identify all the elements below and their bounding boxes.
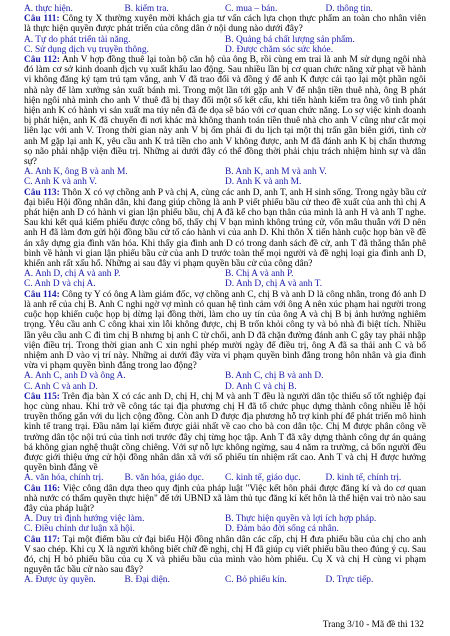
question-text: Công ty X thường xuyên mời khách gia tư vấn cách lựa chọn thực phẩm an toàn cho nhân viên là thực hiện quyền được phát triển của công dân ở nội dung nào dưới đây? — [24, 14, 427, 35]
option: A. Tự do phát triển tài năng. — [24, 34, 131, 45]
options-row — [24, 279, 426, 289]
question-block — [24, 535, 426, 586]
question-stem — [24, 55, 426, 167]
options-row — [24, 382, 426, 392]
options-row — [24, 524, 426, 534]
option: D. Anh K và anh M. — [225, 177, 302, 188]
question-number: Câu 116: — [24, 483, 61, 494]
options-row — [24, 514, 426, 524]
option: D. Đảm bảo đời sống cá nhân. — [225, 524, 339, 535]
option: C. mua – bán. — [225, 4, 278, 14]
question-text: Việc công dân dựa theo quy định của pháp luật "Việc kết hôn phải được đăng kí và do cơ quan nhà nước có thẩm quyền thực hiện" để tới UBND xã làm thủ tục đăng kí kết hôn là thể hiện vai trò nào sau đây của pháp luật? — [24, 483, 426, 514]
option: C. Sử dụng dịch vụ truyền thông. — [24, 44, 149, 55]
option: C. Anh K và anh V. — [24, 177, 97, 188]
option: A. Anh D, chị A và anh P. — [24, 269, 121, 280]
option: C. Anh D và chị A. — [24, 279, 96, 290]
option: A. văn hóa, chính trị. — [24, 473, 104, 484]
options-row — [24, 45, 426, 55]
question-block — [24, 392, 426, 484]
option: A. Anh K, ông B và anh M. — [24, 167, 128, 178]
option: B. Chị A và anh P. — [225, 269, 294, 280]
option: D. Trực tiếp. — [325, 575, 374, 586]
question-stem — [24, 392, 426, 474]
options-row — [24, 473, 426, 483]
option: B. Quảng bá chất lượng sản phẩm. — [225, 34, 355, 45]
options-row — [24, 575, 426, 585]
question-number: Câu 113: — [24, 187, 60, 198]
option: C. kinh tế, giáo dục. — [225, 473, 301, 484]
question-stem — [24, 484, 426, 515]
question-text: Anh V hợp đồng thuê lại toàn bộ căn hộ của ông B, rồi cùng em trai là anh M sử dụng ngôi nhà đó làm cơ sở kinh doanh dịch vụ xuất khẩu lao động. Sau nhiều lần bị cơ quan chức năng xử phạt về hành vi không đăng ký tạm trú tạm vắng, anh V đã trao đổi và đồng ý để anh K được cải tạo lại một phần ngôi nhà này để làm xưởng sản xuất bánh mì. Trong một lần tới gặp anh V để nhận tiền thuê nhà, ông B phát hiện ngôi nhà mình cho anh V thuê đã bị thay đổi một số kết cấu, khi tiến hành kiểm tra ông vô tình phát hiện anh K có hành vi sản xuất ma túy nên đã đe dọa sẽ báo với cơ quan chức năng. Lo sợ việc kinh doanh bị phát hiện, anh K đã chuyển đi nơi khác mà không thanh toán tiền thuê nhà cho anh V cũng như cắt mọi liên lạc với anh V. Trong thời gian này anh V bị ốm phải đi du lịch tại một thị trấn gần biên giới, tình cờ anh M gặp lại anh K, yêu cầu anh K trả tiền cho anh V không được, anh M đã đánh anh K bị chấn thương sọ não phải nhập viện điều trị. Những ai dưới đây có thể đồng thời phải chịu trách nhiệm hình sự và dân sự? — [24, 55, 426, 168]
option: B. văn hóa, giáo dục. — [124, 473, 204, 484]
question-number: Câu 112: — [24, 55, 60, 66]
question-text: Trên địa bàn X có các anh D, chị H, chị M và anh T đều là người dân tộc thiểu số tốt nghiệp đại học cùng nhau. Khi trở về công tác tại địa phương chị H đã tổ chức phục dựng thành công nhiều lễ hội truyền thống gắn với du lịch cộng đồng. Còn anh D được địa phương hỗ trợ kinh phí để phát triển mô hình kinh tế trang trại. Đầu năm lại kiếm được giải nhất về cao cho bà con dân tộc. Chị M được phân công về trường dân tộc nội trú của tỉnh nơi trước đây chị từng học tập. Anh T đã xây dựng thành công dự án quảng bá không gian nghệ thuật cồng chiêng. Với sự nỗ lực không ngừng, sau 4 năm ra trường, cả bốn người đều được giới thiệu ứng cử hội đồng nhân dân xã với số phiếu tín nhiệm rất cao. Anh T và chị H được hưởng quyền bình đẳng về — [24, 391, 426, 474]
question-block — [24, 484, 426, 535]
options-row — [24, 35, 426, 45]
option: C. Bỏ phiếu kín. — [225, 575, 287, 586]
question-block — [24, 188, 426, 290]
question-stem — [24, 188, 426, 270]
options-row — [24, 371, 426, 381]
option: D. thông tin. — [325, 4, 373, 14]
option: A. Duy trì định hướng việc làm. — [24, 514, 145, 525]
options-row — [24, 269, 426, 279]
question-block — [24, 290, 426, 392]
option: C. Điều chỉnh dư luận xã hội. — [24, 524, 135, 535]
option: C. Anh C và anh D. — [24, 381, 98, 392]
options-row — [24, 167, 426, 177]
question-list — [24, 14, 426, 585]
question-number: Câu 111: — [24, 14, 60, 25]
option: B. Thực hiện quyền và lợi ích hợp pháp. — [225, 514, 377, 525]
option: A. Anh C, anh D và ông A. — [24, 371, 126, 382]
option: B. Anh C, chị B và anh D. — [225, 371, 324, 382]
options-row — [24, 177, 426, 187]
option: D. Anh D, chị A và anh T. — [225, 279, 323, 290]
option: B. kiểm tra. — [124, 4, 169, 14]
page-footer: Trang 3/10 - Mã đề thi 132 — [322, 619, 424, 630]
question-stem — [24, 535, 426, 576]
question-stem — [24, 290, 426, 372]
option: B. Đại diện. — [124, 575, 170, 586]
question-text: Thôn X có vợ chồng anh P và chị A, cùng các anh D, anh T, anh H sinh sống. Trong ngày bầu cử đại biểu Hội đồng nhân dân, khi đang giúp chồng là anh P viết phiếu bầu cử theo đề xuất của anh thì chị A phát hiện anh D có hành vi gian lận phiếu bầu, chị A đã kể cho bạn thân của mình là anh H và anh T nghe. Sau khi kết quả kiểm phiếu được công bố, thấy chị V bạn mình không trúng cử, vốn mâu thuẫn với D nên anh H đã làm đơn gửi hội đồng bầu cử tố cáo hành vi của anh D. Khi thôn X tiến hành cuộc họp bàn về đề án xây dựng gia đình văn hóa. Khi thấy gia đình anh D có trong danh sách đề cử, anh T đã thẳng thắn phê bình về hành vi gian lận phiếu bầu cử của anh D trước toàn thể mọi người và đề nghị loại gia đình anh D, khiến anh rất xấu hổ. Những ai sau đây vi phạm quyền bầu cử của công dân? — [24, 187, 426, 270]
option: D. Anh C và chị B. — [225, 381, 297, 392]
top-options-row — [24, 4, 426, 14]
option: B. Anh K, anh M và anh V. — [225, 167, 327, 178]
question-block — [24, 55, 426, 188]
option: D. Được chăm sóc sức khỏe. — [225, 44, 334, 55]
option: A. Được ủy quyền. — [24, 575, 96, 586]
question-block — [24, 14, 426, 55]
question-stem — [24, 14, 426, 34]
option: D. kinh tế, chính trị. — [325, 473, 402, 484]
question-number: Câu 115: — [24, 391, 60, 402]
question-number: Câu 114: — [24, 289, 60, 300]
question-text: Công ty Y có ông A làm giám đốc, vợ chồng anh C, chị B và anh D là công nhân, trong đó anh D là anh rể của chị B. Anh C nghi ngờ vợ mình có quan hệ tình cảm với ông A nên xúc phạm hai người trong cuộc họp khiến cuộc họp bị dừng lại đồng thời, làm cho uy tín của ông A và chị B bị ảnh hưởng nghiêm trọng. Yêu cầu anh C công khai xin lỗi không được, chị B trốn khỏi công ty và bỏ nhà đi biệt tích. Nhiều lần yêu cầu anh C đi tìm chị B nhưng bị anh C từ chối, anh D đã chặn đường đánh anh C gây tay phải nhập viện điều trị. Trong thời gian anh C xin nghỉ phép mười ngày để điều trị, ông A đã sa thải anh C và bổ nhiệm anh D vào vị trí này. Những ai dưới đây vừa vi phạm quyền bình đẳng trong hôn nhân và gia đình vừa vi phạm quyền bình đẳng trong lao động? — [24, 289, 426, 372]
option: A. thực hiện. — [24, 4, 73, 14]
question-text: Tại một điểm bầu cử đại biểu Hội đồng nhân dân các cấp, chị H đưa phiếu bầu của chị cho anh V sao chép. Khi cụ X là người không biết chữ đề nghị, chị H đã giúp cụ viết phiếu bầu theo đúng ý cụ. Sau đó, chị H bỏ phiếu bầu của cụ X và phiếu bầu của mình vào hòm phiếu. Cụ X và chị H cùng vi phạm nguyên tắc bầu cử nào sau đây? — [24, 534, 427, 576]
question-number: Câu 117: — [24, 534, 61, 545]
